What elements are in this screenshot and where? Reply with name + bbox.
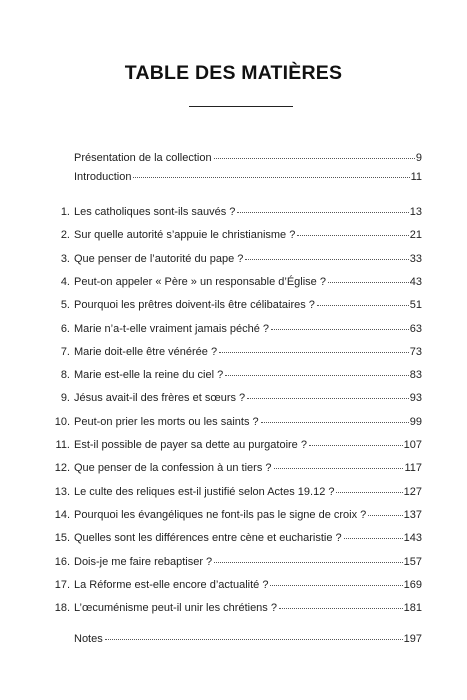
title-divider [189, 106, 293, 107]
toc-line [74, 577, 422, 593]
toc-dot-leader [328, 282, 409, 283]
toc-chapter-number: 12. [54, 462, 70, 474]
toc-chapter-number: 17. [54, 579, 70, 591]
toc-dot-leader [368, 515, 402, 516]
toc-chapter-number: 15. [54, 532, 70, 544]
toc-line [74, 367, 422, 383]
toc-line [74, 169, 422, 185]
toc-dot-leader [317, 305, 409, 306]
toc-line [74, 227, 422, 243]
toc-dot-leader [219, 352, 409, 353]
page-title: TABLE DES MATIÈRES [124, 62, 343, 84]
toc-entry-label: Pourquoi les prêtres doivent-ils être célibataires ? [74, 299, 315, 311]
toc-chapter-number: 11. [55, 439, 70, 451]
toc-line [74, 600, 422, 616]
toc-chapter-number: 9. [60, 392, 70, 404]
toc-page-number: 93 [409, 392, 422, 404]
toc-chapter-number: 10. [54, 416, 70, 428]
toc-dot-leader [214, 562, 402, 563]
toc-chapter-number: 1. [60, 206, 70, 218]
toc-entry-label: Jésus avait-il des frères et sœurs ? [74, 392, 246, 404]
toc-dot-leader [214, 158, 415, 159]
toc-entry-label: Que penser de la confession à un tiers ? [74, 462, 272, 474]
toc-entry-label: Sur quelle autorité s’appuie le christianisme ? [74, 229, 296, 241]
toc-dot-leader [245, 259, 408, 260]
toc-dot-leader [279, 608, 403, 609]
toc-line [74, 390, 422, 406]
toc-line [74, 251, 422, 267]
toc-page-number: 137 [403, 509, 422, 521]
toc-entry-label: Présentation de la collection [74, 152, 212, 164]
toc-chapter-number: 3. [60, 253, 70, 265]
toc-line [74, 460, 422, 476]
toc-entry-label: La Réforme est-elle encore d’actualité ? [74, 579, 269, 591]
toc-page-number: 13 [409, 206, 422, 218]
toc-chapter-number: 13. [54, 486, 70, 498]
toc-line [74, 297, 422, 313]
toc-entry-label: Peut-on appeler « Père » un responsable d’Église ? [74, 276, 326, 288]
toc-dot-leader [247, 398, 409, 399]
toc-page-number: 143 [403, 532, 422, 544]
toc-line [74, 437, 422, 453]
toc-line [74, 554, 422, 570]
toc-page-number: 83 [409, 369, 422, 381]
toc-dot-leader [344, 538, 403, 539]
toc-line [74, 344, 422, 360]
toc-dot-leader [309, 445, 403, 446]
toc-page-number: 197 [403, 633, 422, 645]
toc-page-number: 63 [409, 323, 422, 335]
toc-entry-label: Les catholiques sont-ils sauvés ? [74, 206, 236, 218]
toc-chapter-number: 4. [60, 276, 70, 288]
toc-entry-label: Marie n’a-t-elle vraiment jamais péché ? [74, 323, 270, 335]
toc-chapter-number: 14. [54, 509, 70, 521]
toc-chapter-number: 16. [54, 556, 70, 568]
toc-chapter-number: 8. [60, 369, 70, 381]
toc-entry-label: Est-il possible de payer sa dette au purgatoire ? [74, 439, 307, 451]
toc-line [74, 204, 422, 220]
toc-page-number: 43 [409, 276, 422, 288]
toc-line [74, 321, 422, 337]
toc-page-number: 117 [404, 462, 422, 474]
toc-dot-leader [225, 375, 409, 376]
toc-dot-leader [297, 235, 408, 236]
toc-page-number: 169 [403, 579, 422, 591]
toc-page-number: 21 [409, 229, 422, 241]
toc-page-number: 73 [409, 346, 422, 358]
toc-entry-label: Marie doit-elle être vénérée ? [74, 346, 218, 358]
toc-entry-label: Quelles sont les différences entre cène et eucharistie ? [74, 532, 342, 544]
toc-entry-label: Pourquoi les évangéliques ne font-ils pas le signe de croix ? [74, 509, 367, 521]
toc-line [74, 150, 422, 166]
toc-page-number: 51 [409, 299, 422, 311]
toc-page-number: 9 [415, 152, 422, 164]
toc-dot-leader [270, 585, 402, 586]
toc-line [74, 507, 422, 523]
toc-page-number: 99 [409, 416, 422, 428]
toc-line [74, 631, 422, 647]
toc-page-number: 33 [409, 253, 422, 265]
toc-dot-leader [274, 468, 404, 469]
toc-page-number: 127 [403, 486, 422, 498]
toc-dot-leader [237, 212, 408, 213]
toc-entry-label: L’œcuménisme peut-il unir les chrétiens ? [74, 602, 277, 614]
toc-chapter-number: 6. [60, 323, 70, 335]
toc-dot-leader [105, 639, 403, 640]
toc-entry-label: Notes [74, 633, 103, 645]
toc-entry-label: Que penser de l’autorité du pape ? [74, 253, 244, 265]
toc-line [74, 484, 422, 500]
toc-chapter-number: 18. [54, 602, 70, 614]
toc-dot-leader [336, 492, 402, 493]
toc-line [74, 274, 422, 290]
toc-entry-label: Dois-je me faire rebaptiser ? [74, 556, 213, 568]
toc-dot-leader [271, 329, 409, 330]
toc-line [74, 414, 422, 430]
toc-chapter-number: 2. [60, 229, 70, 241]
toc-page-number: 107 [403, 439, 422, 451]
toc-dot-leader [261, 422, 409, 423]
toc-page-number: 11 [410, 171, 422, 183]
toc-entry-label: Marie est-elle la reine du ciel ? [74, 369, 224, 381]
toc-chapter-number: 7. [60, 346, 70, 358]
toc-entry-label: Introduction [74, 171, 132, 183]
toc-entry-label: Peut-on prier les morts ou les saints ? [74, 416, 259, 428]
toc-chapter-number: 5. [60, 299, 70, 311]
toc-line [74, 530, 422, 546]
toc-page-number: 181 [403, 602, 422, 614]
toc-entry-label: Le culte des reliques est-il justifié selon Actes 19.12 ? [74, 486, 335, 498]
toc-page-number: 157 [403, 556, 422, 568]
toc-dot-leader [133, 177, 409, 178]
